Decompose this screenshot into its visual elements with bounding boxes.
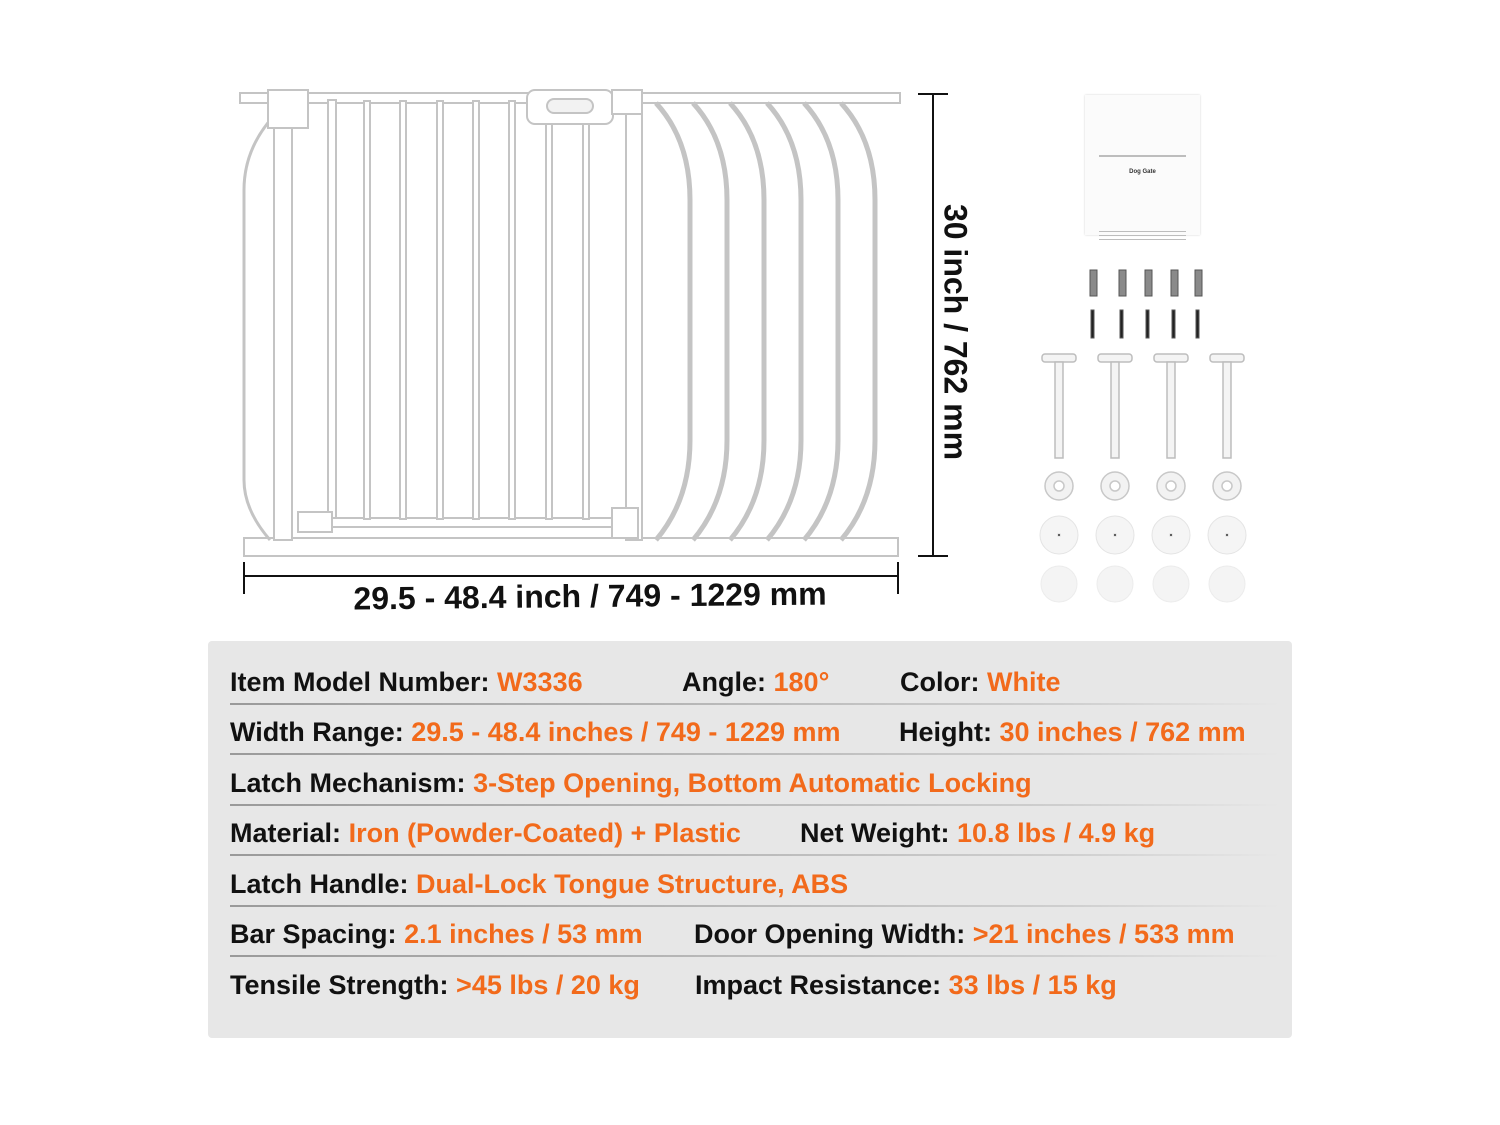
spec-value: 180° xyxy=(773,667,830,697)
spec-tensile-strength xyxy=(230,970,640,1001)
extension-bar xyxy=(841,103,875,540)
gate-bar xyxy=(509,101,515,519)
row-divider xyxy=(230,753,1280,755)
gate-bar xyxy=(583,101,589,519)
manual-text-line xyxy=(1099,235,1186,236)
manual-title: Dog Gate xyxy=(1129,169,1156,175)
spec-angle xyxy=(682,667,829,698)
spec-row xyxy=(230,857,1280,907)
spec-row xyxy=(230,756,1280,806)
latch-handle-slot xyxy=(547,99,593,113)
hinge-bracket xyxy=(298,512,332,532)
protective-pad xyxy=(1209,566,1245,602)
screw-set xyxy=(1090,270,1202,338)
row-divider xyxy=(230,955,1280,957)
spec-value: >21 inches / 533 mm xyxy=(972,919,1235,949)
spindle-rods xyxy=(1042,354,1244,458)
manual-text-line xyxy=(1099,239,1186,240)
gate-bar xyxy=(400,101,406,519)
extension-bar xyxy=(804,103,838,540)
wall-anchor xyxy=(1145,270,1152,296)
spindle-cap xyxy=(1042,354,1076,362)
screw xyxy=(1120,310,1123,338)
spindle-cap xyxy=(1098,354,1132,362)
instruction-manual xyxy=(1085,95,1200,235)
hinge-bracket xyxy=(612,508,638,538)
extension-bar xyxy=(730,103,764,540)
spindle-rod xyxy=(1055,362,1063,458)
width-dimension-label: 29.5 - 48.4 inch / 749 - 1229 mm xyxy=(353,575,827,617)
hinge-bracket xyxy=(268,90,308,128)
door-right-stile xyxy=(626,100,642,540)
gate-bar xyxy=(546,101,552,519)
gate-left-post xyxy=(274,100,292,540)
spec-value: 2.1 inches / 53 mm xyxy=(404,919,643,949)
spec-row xyxy=(230,958,1280,1004)
door-bottom-rail xyxy=(300,518,630,527)
spindle-rod xyxy=(1223,362,1231,458)
spec-latch-mechanism xyxy=(230,768,1032,799)
screw xyxy=(1196,310,1199,338)
spec-material xyxy=(230,818,741,849)
spec-label: Width Range: xyxy=(230,717,404,747)
gate-bottom-rail xyxy=(244,538,898,556)
spec-value: 3-Step Opening, Bottom Automatic Locking xyxy=(473,768,1032,798)
spec-row xyxy=(230,705,1280,755)
spec-value: Dual-Lock Tongue Structure, ABS xyxy=(416,869,849,899)
spec-width-range xyxy=(230,717,841,748)
spec-label: Net Weight: xyxy=(800,818,950,848)
spec-color xyxy=(900,667,1061,698)
spec-label: Latch Mechanism: xyxy=(230,768,466,798)
protective-pad xyxy=(1153,566,1189,602)
wall-cups xyxy=(1040,516,1246,554)
spec-value: Iron (Powder-Coated) + Plastic xyxy=(348,818,741,848)
extension-bar xyxy=(656,103,690,540)
spec-value: W3336 xyxy=(497,667,583,697)
spindle-rod xyxy=(1111,362,1119,458)
baby-gate xyxy=(240,90,900,556)
spec-label: Door Opening Width: xyxy=(694,919,966,949)
wall-anchor xyxy=(1195,270,1202,296)
spec-label: Material: xyxy=(230,818,342,848)
spindle-cap xyxy=(1154,354,1188,362)
specifications-panel xyxy=(208,641,1292,1038)
spec-value: White xyxy=(987,667,1061,697)
wall-anchor xyxy=(1171,270,1178,296)
spec-row xyxy=(230,806,1280,856)
gate-left-frame xyxy=(244,103,272,540)
spec-label: Latch Handle: xyxy=(230,869,409,899)
screw xyxy=(1146,310,1149,338)
gate-bar xyxy=(473,101,479,519)
spec-latch-handle xyxy=(230,869,848,900)
spec-door-opening-width xyxy=(694,919,1235,950)
spec-value: 10.8 lbs / 4.9 kg xyxy=(957,818,1156,848)
spec-label: Item Model Number: xyxy=(230,667,490,697)
manual-text-line xyxy=(1099,231,1186,232)
gate-bar xyxy=(364,101,370,519)
spec-row xyxy=(230,907,1280,957)
spec-label: Bar Spacing: xyxy=(230,919,397,949)
door-left-stile xyxy=(328,100,336,525)
gate-bar xyxy=(437,101,443,519)
extension-bar xyxy=(767,103,801,540)
protective-pad xyxy=(1041,566,1077,602)
spec-height xyxy=(899,717,1246,748)
spec-value: >45 lbs / 20 kg xyxy=(456,970,640,1000)
spec-label: Color: xyxy=(900,667,980,697)
hinge-bracket xyxy=(612,90,642,114)
extension-bar xyxy=(693,103,727,540)
spec-net-weight xyxy=(800,818,1155,849)
spindle-cap xyxy=(1210,354,1244,362)
protective-pad xyxy=(1097,566,1133,602)
spec-model-number xyxy=(230,667,583,698)
spec-label: Impact Resistance: xyxy=(695,970,942,1000)
spec-value: 30 inches / 762 mm xyxy=(999,717,1246,747)
spec-label: Angle: xyxy=(682,667,766,697)
screw xyxy=(1091,310,1094,338)
spec-impact-resistance xyxy=(695,970,1117,1001)
spec-bar-spacing xyxy=(230,919,643,950)
wall-anchor xyxy=(1119,270,1126,296)
lock-nuts xyxy=(1045,472,1241,500)
spec-label: Height: xyxy=(899,717,992,747)
manual-text-line xyxy=(1099,155,1186,157)
height-dimension-label: 30 inch / 762 mm xyxy=(937,203,974,461)
protective-pads xyxy=(1041,566,1245,602)
screw xyxy=(1172,310,1175,338)
spec-value: 33 lbs / 15 kg xyxy=(948,970,1117,1000)
row-divider xyxy=(230,854,1280,856)
spec-value: 29.5 - 48.4 inches / 749 - 1229 mm xyxy=(411,717,841,747)
wall-anchor xyxy=(1090,270,1097,296)
spindle-rod xyxy=(1167,362,1175,458)
spec-label: Tensile Strength: xyxy=(230,970,449,1000)
spec-row xyxy=(230,655,1280,705)
